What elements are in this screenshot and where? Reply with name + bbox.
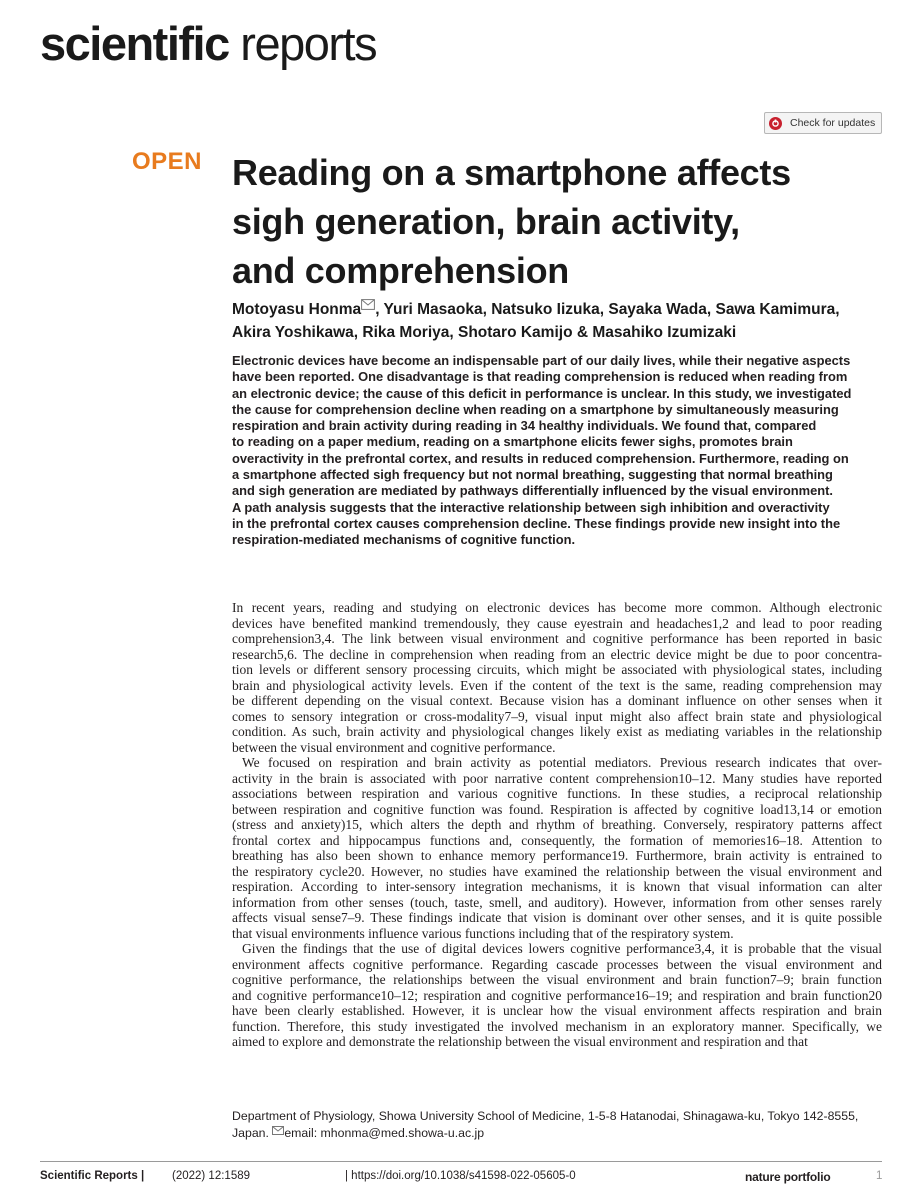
page-number: 1 <box>876 1170 883 1182</box>
title-line: and comprehension <box>232 250 569 291</box>
body-line: research5,6. The decline in comprehension when reading from an electric device might be due to poor concentra- <box>232 646 882 662</box>
publisher-logo: nature portfolio <box>745 1170 831 1184</box>
abstract-line: the cause for comprehension decline when reading on a smartphone by simultaneously measuring <box>232 401 839 417</box>
affiliation-line <box>232 1125 882 1142</box>
abstract-line: A path analysis suggests that the interactive relationship between sigh inhibition and overactivity <box>232 499 830 515</box>
abstract-line: have been reported. One disadvantage is that reading comprehension is reduced when reading from <box>232 369 848 385</box>
affiliation-country: Japan. <box>232 1126 273 1140</box>
body-line: associations between respiration and various cognitive functions. In these studies, a reciprocal relationship <box>232 786 882 801</box>
envelope-icon[interactable] <box>361 299 375 310</box>
corresponding-author[interactable]: Motoyasu Honma <box>232 301 362 318</box>
body-line: cognitive performance, the relationships between the visual environment and brain function7–9; brain function <box>232 972 882 987</box>
abstract-line: a smartphone affected sigh frequency but not normal breathing, suggesting that normal breathing <box>232 467 833 483</box>
author-list <box>232 298 882 344</box>
abstract-line: respiration and brain activity during reading in 34 healthy individuals. We found that, compared <box>232 418 817 434</box>
check-for-updates-button[interactable] <box>764 112 882 134</box>
body-line: devices have benefited mankind tremendously, they cause eyestrain and headaches1,2 and lead to poor reading <box>232 615 882 631</box>
footer-divider <box>40 1161 882 1162</box>
body-line: that visual environments influence various functions including that of the respiratory system. <box>232 925 734 941</box>
body-line: environment affects cognitive performance. Regarding cascade processes between the visual environment and <box>232 956 882 972</box>
open-access-label: OPEN <box>132 148 203 175</box>
co-authors: , Yuri Masaoka, Natsuko Iizuka, Sayaka Wada, Sawa Kamimura, <box>375 301 840 318</box>
title-line: Reading on a smartphone affects <box>232 152 791 193</box>
body-line: frontal cortex and hippocampus functions and, consequently, the formation of memories16–18. Attention to <box>232 832 882 848</box>
article-title <box>232 148 882 295</box>
journal-name-light: reports <box>228 17 377 70</box>
body-line: In recent years, reading and studying on electronic devices has become more common. Although electronic <box>232 600 882 615</box>
body-line: between the visual environment and cognitive performance. <box>232 739 556 755</box>
abstract-line: in the prefrontal cortex causes comprehension decline. These findings provide new insight into the <box>232 515 841 531</box>
affiliation <box>232 1108 882 1142</box>
body-line: (stress and anxiety)15, which alters the depth and rhythm of breathing. Conversely, respiratory patterns affect <box>232 817 882 832</box>
body-line: information from other senses (touch, taste, smell, and auditory). However, information from other senses rarely <box>232 894 882 910</box>
journal-name-bold: scientific <box>40 17 229 70</box>
author-line <box>232 298 882 321</box>
affiliation-line: Department of Physiology, Showa University School of Medicine, 1-5-8 Hatanodai, Shinagawa-ku, Tokyo 142-8555, <box>232 1109 859 1123</box>
body-line: brain and physiological activity levels. Even if the content of the text is the same, reading comprehension may <box>232 677 882 693</box>
body-line: aimed to explore and demonstrate the relationship between the visual environment and respiration and that <box>232 1034 808 1049</box>
envelope-icon <box>272 1126 284 1135</box>
author-line: Akira Yoshikawa, Rika Moriya, Shotaro Kamijo & Masahiko Izumizaki <box>232 324 737 341</box>
body-text <box>232 600 882 1050</box>
body-line: the respiratory cycle20. However, no studies have examined the relationship between the visual environment and <box>232 863 882 879</box>
abstract <box>232 353 882 549</box>
footer-journal: Scientific Reports | <box>40 1170 145 1182</box>
check-updates-icon <box>769 117 782 130</box>
body-line: respiration. According to inter-sensory integration mechanisms, it is known that visual information can alter <box>232 879 882 894</box>
abstract-line: an electronic device; the cause of this deficit in performance is unclear. In this study, we investigated <box>232 385 852 401</box>
abstract-line: overactivity in the prefrontal cortex, and results in reduced comprehension. Furthermore, reading on <box>232 450 849 466</box>
body-line: tion levels or different sensory processing circuits, which might be associated with physiological states, including <box>232 662 882 677</box>
body-line: breathing has also been shown to enhance memory performance19. Furthermore, brain activity is entrained to <box>232 848 882 863</box>
body-line: have been clearly established. However, it is unclear how the visual environment affects respiration and brain <box>232 1003 882 1018</box>
body-line: affects visual sense7–9. These findings indicate that vision is dominant over other senses, and it is quite possible <box>232 910 882 925</box>
journal-masthead <box>40 14 376 74</box>
corresponding-email[interactable]: email: mhonma@med.showa-u.ac.jp <box>284 1126 485 1140</box>
footer-doi-link[interactable]: | https://doi.org/10.1038/s41598-022-05605-0 <box>345 1170 576 1182</box>
abstract-line: respiration-mediated mechanisms of cognitive function. <box>232 532 576 548</box>
body-line: function. Therefore, this study investigated the involved mechanism in an exploratory manner. Specifically, we <box>232 1018 882 1034</box>
body-line: between respiration and cognitive function was found. Respiration is affected by cognitive load13,14 or emotion <box>232 801 882 817</box>
body-line: and cognitive performance10–12; respiration and cognitive performance16–19; and respiration and brain function20 <box>232 987 882 1003</box>
abstract-line: Electronic devices have become an indispensable part of our daily lives, while their negative aspects <box>232 353 851 368</box>
body-line: comprehension3,4. The link between visual environment and cognitive performance has been reported in basic <box>232 631 882 646</box>
abstract-line: to reading on a paper medium, reading on a smartphone elicits fewer sighs, promotes brain <box>232 434 793 450</box>
body-line: condition. As such, brain activity and physiological changes likely exist as mediating variables in the relationship <box>232 724 882 739</box>
body-line: We focused on respiration and brain activity as potential mediators. Previous research indicates that over- <box>242 755 882 770</box>
body-line: activity in the brain is associated with poor narrative content comprehension10–12. Many studies have reported <box>232 770 882 786</box>
footer-year-volume: (2022) 12:1589 <box>172 1170 251 1182</box>
abstract-line: and sigh generation are mediated by pathways differentially influenced by the visual environment. <box>232 483 833 499</box>
body-line: comes to sensory integration or cross-modality7–9, visual input might also affect brain state and physiological <box>232 708 882 724</box>
title-line: sigh generation, brain activity, <box>232 201 740 242</box>
body-line: be different depending on the visual context. Because vision has a dominant influence on other senses when it <box>232 693 882 708</box>
body-line: Given the findings that the use of digital devices lowers cognitive performance3,4, it is probable that the visual <box>242 941 882 956</box>
check-for-updates-label: Check for updates <box>790 117 876 129</box>
